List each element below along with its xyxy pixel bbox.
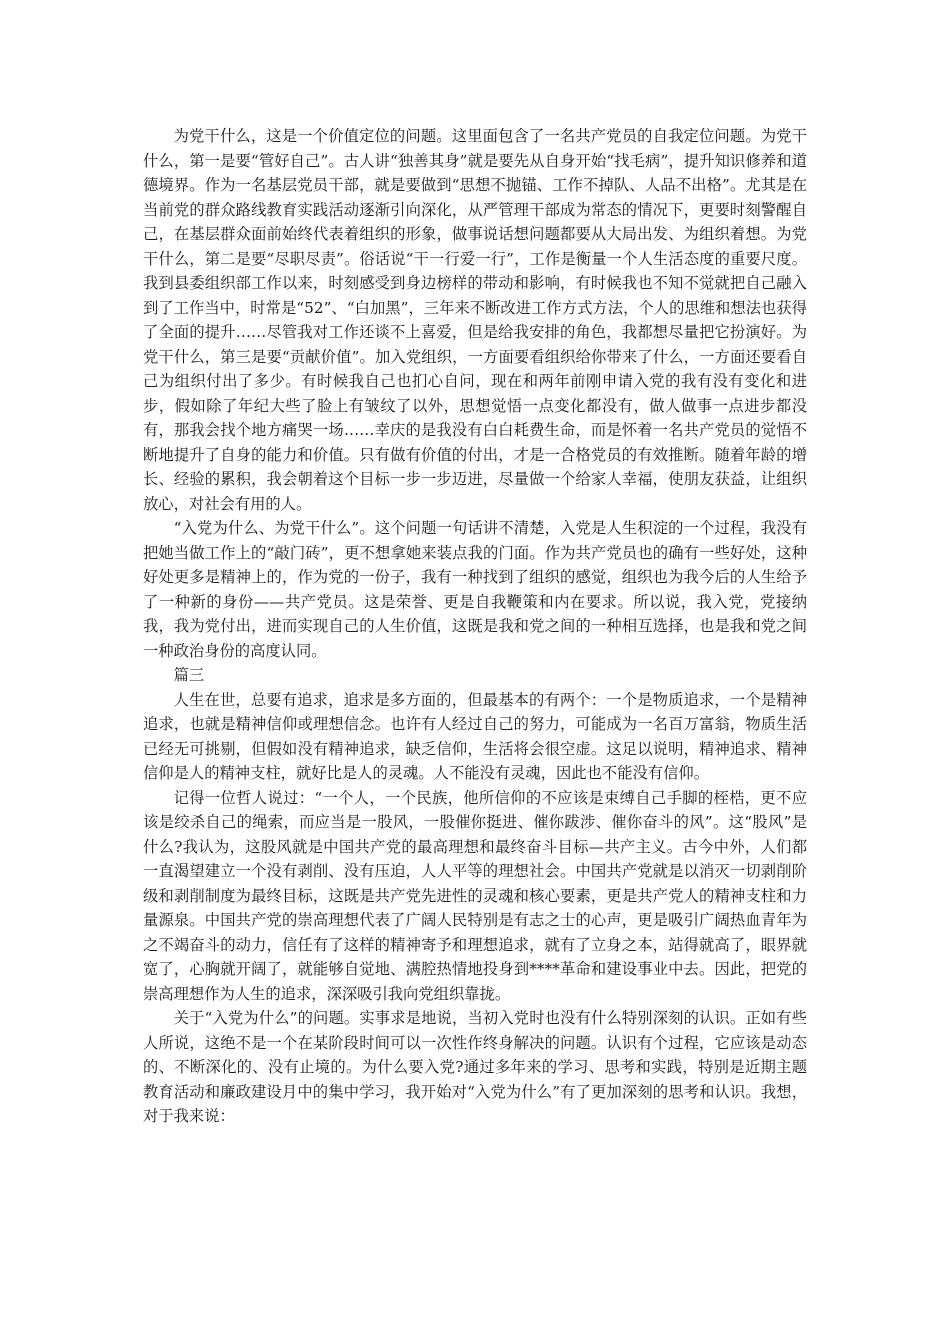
paragraph-serve-party: 为党干什么，这是一个价值定位的问题。这里面包含了一名共产党员的自我定位问题。为党干什么，第一是要“管好自己”。古人讲“独善其身”就是要先从自身开始“找毛病”，提升知识修养和道德境界。作为一名基层党员干部，就是要做到“思想不抛锚、工作不掉队、人品不出格”。尤其是在当前党的群众路线教育实践活动逐渐引向深化，从严管理干部成为常态的情况下，更要时刻警醒自己，在基层群众面前始终代表着组织的形象，做事说话想问题都要从大局出发、为组织着想。为党干什么，第二是要“尽职尽责”。俗话说“干一行爱一行”，工作是衡量一个人生活态度的重要尺度。我到县委组织部工作以来，时刻感受到身边榜样的带动和影响，有时候我也不知不觉就把自己融入到了工作当中，时常是“52”、“白加黑”，三年来不断改进工作方式方法，个人的思维和想法也获得了全面的提升……尽管我对工作还谈不上喜爱，但是给我安排的角色，我都想尽量把它扮演好。为党干什么，第三是要“贡献价值”。加入党组织，一方面要看组织给你带来了什么，一方面还要看自己为组织付出了多少。有时候我自己也扪心自问，现在和两年前刚申请入党的我有没有变化和进步，假如除了年纪大些了脸上有皱纹了以外，思想觉悟一点变化都没有，做人做事一点进步都没有，那我会找个地方痛哭一场……幸庆的是我没有白白耗费生命，而是怀着一名共产党员的觉悟不断地提升了自身的能力和价值。只有做有价值的付出，才是一合格党员的有效推断。随着年龄的增长、经验的累积，我会朝着这个目标一步一步迈进，尽量做一个给家人幸福，使朋友获益，让组织放心，对社会有用的人。 — [143, 127, 807, 513]
paragraph-why-join: “入党为什么、为党干什么”。这个问题一句话讲不清楚，入党是人生积淀的一个过程，我没有把她当做工作上的“敲门砖”，更不想拿她来装点我的门面。作为共产党员也的确有一些好处，这种好处更多是精神上的，作为党的一份子，我有一种找到了组织的感觉，组织也为我今后的人生给予了一种新的身份——共产党员。这是荣誉、更是自我鞭策和内在要求。所以说，我入党，党接纳我，我为党付出，进而实现自己的人生价值，这既是我和党之间的一种相互选择，也是我和党之间一种政治身份的高度认同。 — [143, 519, 807, 660]
section-heading: 篇三 — [173, 666, 205, 684]
document-body — [143, 124, 807, 1129]
paragraph-pursuit: 人生在世，总要有追求，追求是多方面的，但最基本的有两个：一个是物质追求，一个是精神追求，也就是精神信仰或理想信念。也许有人经过自己的努力，可能成为一名百万富翁，物质生活已经无可挑剔，但假如没有精神追求，缺乏信仰，生活将会很空虚。这足以说明，精神追求、精神信仰是人的精神支柱，就好比是人的灵魂。人不能没有灵魂，因此也不能没有信仰。 — [143, 690, 807, 782]
paragraph-reflection: 关于“入党为什么”的问题。实事求是地说，当初入党时也没有什么特别深刻的认识。正如有些人所说，这绝不是一个在某阶段时间可以一次性作终身解决的问题。认识有个过程，它应该是动态的、不断深化的、没有止境的。为什么要入党?通过多年来的学习、思考和实践，特别是近期主题教育活动和廉政建设月中的集中学习，我开始对“入党为什么”有了更加深刻的思考和认识。我想，对于我来说： — [143, 1009, 807, 1125]
paragraph-philosopher-quote: 记得一位哲人说过：“一个人，一个民族，他所信仰的不应该是束缚自己手脚的桎梏，更不应该是绞杀自己的绳索，而应当是一股风，一股催你挺进、催你跋涉、催你奋斗的风”。这“股风”是什么?我认为，这股风就是中国共产党的最高理想和最终奋斗目标—共产主义。古今中外，人们都一直渴望建立一个没有剥削、没有压迫，人人平等的理想社会。中国共产党就是以消灭一切剥削阶级和剥削制度为最终目标，这既是共产党先进性的灵魂和核心要素，更是共产党人的精神支柱和力量源泉。中国共产党的崇高理想代表了广阔人民特别是有志之士的心声，更是吸引广阔热血青年为之不竭奋斗的动力，信任有了这样的精神寄予和理想追求，就有了立身之本，站得就高了，眼界就宽了，心胸就开阔了，就能够自觉地、满腔热情地投身到****革命和建设事业中去。因此，把党的崇高理想作为人生的追求，深深吸引我向党组织靠拢。 — [143, 788, 807, 1003]
